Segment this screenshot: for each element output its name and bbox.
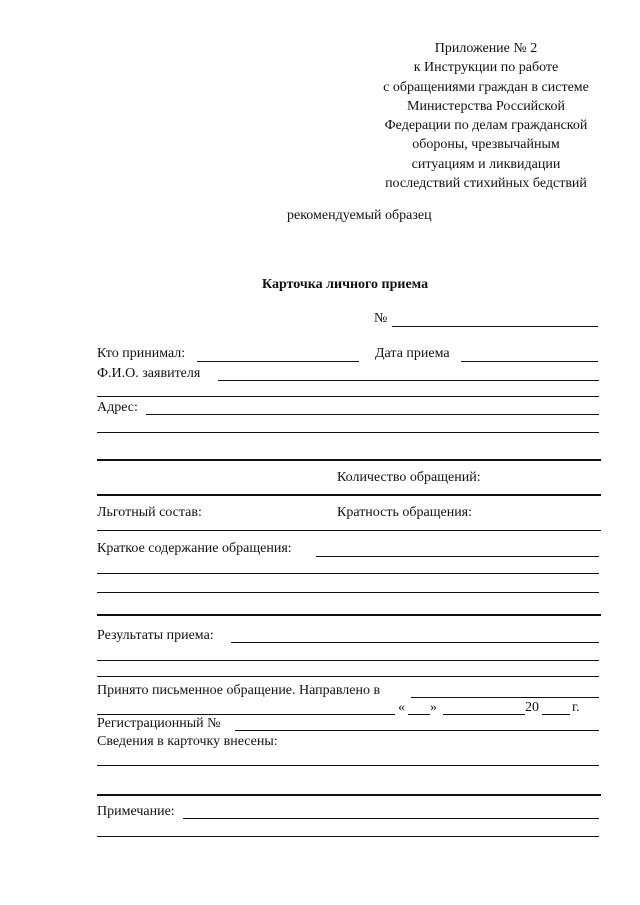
reception-date-label: Дата приема [375,346,450,361]
appeal-count-field[interactable] [97,494,601,496]
appendix-line: последствий стихийных бедствий [385,176,587,192]
appendix-header [368,39,604,193]
appendix-line: Федерации по делам гражданской [384,118,588,134]
year-suffix: г. [572,700,580,715]
summary-field-cont[interactable] [97,573,599,574]
card-title: Карточка личного приема [262,277,429,292]
results-label: Результаты приема: [97,628,214,643]
sample-note: рекомендуемый образец [287,208,432,223]
note-field-cont[interactable] [97,836,599,837]
date-open-quote: « [398,700,405,715]
applicant-name-field-cont[interactable] [97,396,599,397]
benefit-category-label: Льготный состав: [97,505,202,520]
applicant-name-field[interactable] [218,380,599,381]
note-field[interactable] [183,818,599,819]
written-appeal-field[interactable] [411,697,599,698]
applicant-name-label: Ф.И.О. заявителя [97,366,201,381]
date-day-field[interactable] [408,714,430,715]
summary-field-end[interactable] [97,614,601,616]
appendix-line: к Инструкции по работе [413,60,559,76]
appeal-count-label: Количество обращений: [337,470,481,485]
address-field[interactable] [146,414,599,415]
written-appeal-field-cont[interactable] [97,714,395,715]
appendix-line: Приложение № 2 [434,41,538,56]
date-year-field[interactable] [542,714,570,715]
summary-label: Краткое содержание обращения: [97,541,292,556]
results-field[interactable] [231,642,599,643]
received-by-label: Кто принимал: [97,346,186,361]
results-field-cont[interactable] [97,660,599,661]
received-by-field[interactable] [197,361,359,362]
number-label: № [374,311,388,326]
appendix-line: Министерства Российской [407,98,565,114]
date-close-quote: » [430,700,437,715]
card-entered-field-end[interactable] [97,794,601,796]
note-label: Примечание: [97,804,175,819]
summary-field[interactable] [316,556,599,557]
benefit-frequency-field[interactable] [97,530,601,531]
results-field-end[interactable] [97,676,599,677]
appendix-line: с обращениями граждан в системе [383,79,589,95]
appendix-line: ситуациям и ликвидации [411,156,561,172]
registration-number-label: Регистрационный № [97,716,221,731]
registration-number-field[interactable] [235,730,599,731]
summary-field-cont[interactable] [97,592,599,593]
appendix-line: обороны, чрезвычайным [412,137,560,153]
reception-date-field[interactable] [461,361,598,362]
appeal-frequency-label: Кратность обращения: [337,505,473,520]
year-prefix: 20 [525,700,539,715]
address-field-end[interactable] [97,459,601,461]
address-field-cont[interactable] [97,432,599,433]
number-field[interactable] [392,326,598,327]
date-month-field[interactable] [443,714,525,715]
card-entered-label: Сведения в карточку внесены: [97,734,278,749]
written-appeal-label: Принято письменное обращение. Направлено в [97,683,381,698]
address-label: Адрес: [97,400,138,415]
card-entered-field[interactable] [97,765,599,766]
